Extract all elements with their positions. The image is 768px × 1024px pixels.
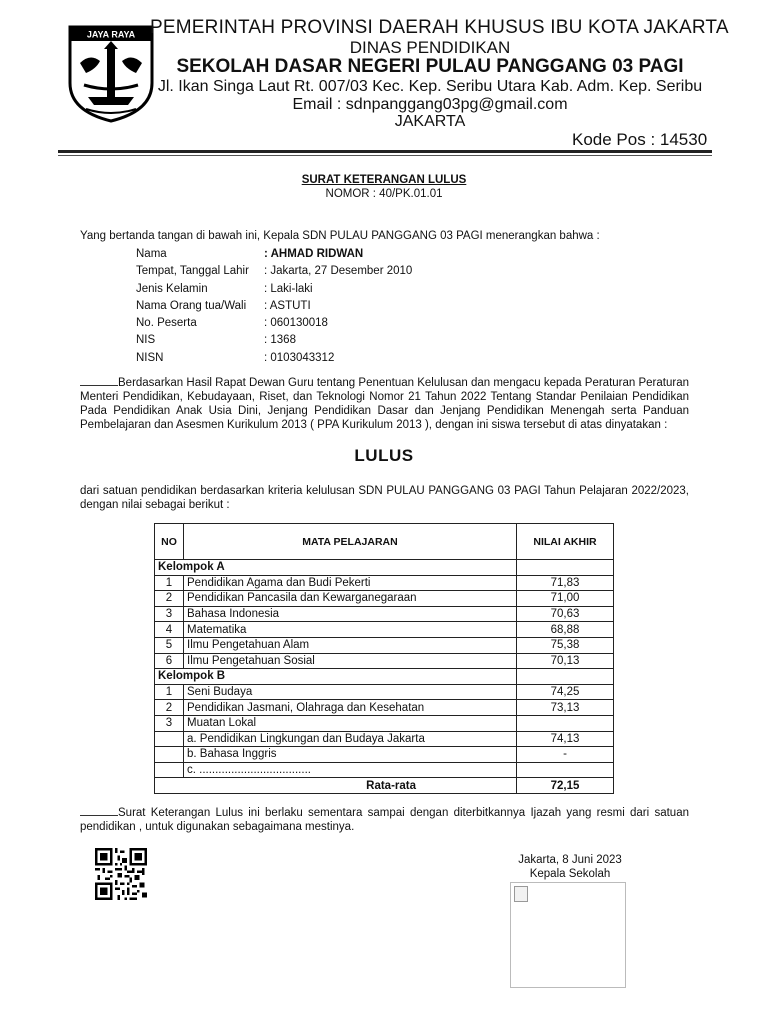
svg-text:JAYA RAYA: JAYA RAYA — [86, 29, 136, 40]
row-subject: Bahasa Indonesia — [184, 606, 517, 622]
indent-line — [80, 806, 118, 816]
group-score-empty — [517, 669, 614, 685]
grades-table — [154, 523, 614, 794]
row-score: 75,38 — [517, 637, 614, 653]
decision-paragraph — [80, 376, 689, 432]
detail-label: Nama — [136, 248, 167, 260]
student-detail-row — [136, 281, 412, 298]
intro-text: Yang bertanda tangan di bawah ini, Kepala SDN PULAU PANGGANG 03 PAGI menerangkan bahwa : — [80, 230, 600, 242]
detail-value: : 060130018 — [264, 317, 328, 330]
detail-value: : Jakarta, 27 Desember 2010 — [264, 265, 413, 278]
row-score: 74,13 — [517, 731, 614, 747]
row-score: - — [517, 747, 614, 763]
table-subrow — [155, 747, 614, 763]
row-score: 71,83 — [517, 575, 614, 591]
row-no: 3 — [155, 715, 184, 731]
header-email: Email : sdnpanggang03pg@gmail.com — [292, 96, 568, 113]
table-row — [155, 591, 614, 607]
detail-label: Nama Orang tua/Wali — [136, 299, 247, 312]
header-divider-thick — [58, 150, 712, 153]
row-score: 70,13 — [517, 653, 614, 669]
detail-value: : AHMAD RIDWAN — [264, 248, 364, 260]
row-score — [517, 715, 614, 731]
decision-text: Berdasarkan Hasil Rapat Dewan Guru tentang Penentuan Kelulusan dan mengacu kepada Peraturan Peraturan Menteri Pendidikan, Kebudayaan, Riset, dan Teknologi Nomor 21 Tahun 2022 Tentang Standar Penilaian Pendidikan Pada Pendidikan Anak Usia Dini, Jenjang Pendidikan Dasar dan Jenjang Pendidikan Menengah serta Panduan Pembelajaran dan Asesmen Kurikulum 2013 ( PPA Kurikulum 2013 ), dengan ini siswa tersebut di atas dinyatakan : — [80, 377, 689, 431]
row-no: 2 — [155, 700, 184, 716]
table-row — [155, 637, 614, 653]
row-score: 71,00 — [517, 591, 614, 607]
detail-label: No. Peserta — [136, 317, 197, 330]
row-subject: a. Pendidikan Lingkungan dan Budaya Jakarta — [184, 731, 517, 747]
table-row — [155, 606, 614, 622]
validity-paragraph — [80, 806, 689, 834]
header-school-name: SEKOLAH DASAR NEGERI PULAU PANGGANG 03 PAGI — [176, 56, 684, 77]
row-no-empty — [155, 731, 184, 747]
row-score: 70,63 — [517, 606, 614, 622]
detail-value: : Laki-laki — [264, 282, 313, 295]
broken-image-icon — [514, 886, 528, 902]
row-score: 73,13 — [517, 700, 614, 716]
row-subject: Seni Budaya — [184, 684, 517, 700]
row-subject: b. Bahasa Inggris — [184, 747, 517, 763]
qr-code — [95, 848, 147, 900]
header-department: DINAS PENDIDIKAN — [349, 38, 511, 57]
detail-label: NISN — [136, 351, 164, 364]
header-divider-thin — [58, 155, 712, 156]
row-score — [517, 762, 614, 778]
row-subject: c. ................................... — [184, 762, 517, 778]
header-no: NO — [155, 524, 184, 560]
row-subject: Pendidikan Agama dan Budi Pekerti — [184, 575, 517, 591]
row-no: 6 — [155, 653, 184, 669]
table-subrow — [155, 731, 614, 747]
group-score-empty — [517, 560, 614, 576]
student-detail-row — [136, 246, 412, 263]
group-label: Kelompok B — [155, 669, 517, 685]
detail-label: Tempat, Tanggal Lahir — [136, 265, 249, 278]
average-label: Rata-rata — [155, 778, 517, 794]
row-subject: Ilmu Pengetahuan Sosial — [184, 653, 517, 669]
letter-title: SURAT KETERANGAN LULUS — [301, 174, 467, 186]
table-row — [155, 700, 614, 716]
detail-label: Jenis Kelamin — [136, 282, 208, 295]
row-no: 1 — [155, 575, 184, 591]
header-subject: MATA PELAJARAN — [184, 524, 517, 560]
header-address: Jl. Ikan Singa Laut Rt. 007/03 Kec. Kep. Seribu Utara Kab. Adm. Kep. Seribu — [157, 78, 703, 95]
row-subject: Pendidikan Pancasila dan Kewarganegaraan — [184, 591, 517, 607]
student-details — [136, 246, 412, 367]
detail-label: NIS — [136, 334, 156, 347]
signature-image-placeholder — [510, 882, 626, 988]
group-row — [155, 669, 614, 685]
detail-value: : 1368 — [264, 334, 296, 347]
row-subject: Matematika — [184, 622, 517, 638]
row-no: 1 — [155, 684, 184, 700]
detail-value: : 0103043312 — [264, 351, 335, 364]
row-no: 2 — [155, 591, 184, 607]
row-score: 74,25 — [517, 684, 614, 700]
average-value: 72,15 — [517, 778, 614, 794]
header-government: PEMERINTAH PROVINSI DAERAH KHUSUS IBU KOTA JAKARTA — [150, 17, 729, 38]
graduation-status: LULUS — [354, 446, 414, 465]
row-score: 68,88 — [517, 622, 614, 638]
row-no-empty — [155, 747, 184, 763]
detail-value: : ASTUTI — [264, 299, 311, 312]
validity-text: Surat Keterangan Lulus ini berlaku sementara sampai dengan diterbitkannya Ijazah yang resmi dari satuan pendidikan , untuk digunakan sebagaimana mestinya. — [80, 807, 689, 833]
letter-number: NOMOR : 40/PK.01.01 — [325, 188, 443, 200]
table-row — [155, 653, 614, 669]
student-detail-row — [136, 350, 412, 367]
row-subject: Pendidikan Jasmani, Olahraga dan Kesehatan — [184, 700, 517, 716]
row-subject: Muatan Lokal — [184, 715, 517, 731]
student-detail-row — [136, 315, 412, 332]
group-label: Kelompok A — [155, 560, 517, 576]
criteria-paragraph: dari satuan pendidikan berdasarkan kriteria kelulusan SDN PULAU PANGGANG 03 PAGI Tahun Pelajaran 2022/2023, dengan nilai sebagai berikut : — [80, 485, 689, 511]
table-row — [155, 715, 614, 731]
header-postal-code: Kode Pos : 14530 — [572, 130, 708, 149]
table-row — [155, 622, 614, 638]
row-subject: Ilmu Pengetahuan Alam — [184, 637, 517, 653]
table-header-row — [155, 524, 614, 560]
table-row — [155, 575, 614, 591]
header-score: NILAI AKHIR — [517, 524, 614, 560]
signature-position: Kepala Sekolah — [529, 868, 611, 880]
student-detail-row — [136, 298, 412, 315]
student-detail-row — [136, 263, 412, 280]
header-city: JAKARTA — [394, 113, 466, 130]
jaya-raya-logo — [66, 23, 156, 123]
row-no: 3 — [155, 606, 184, 622]
signature-place-date: Jakarta, 8 Juni 2023 — [518, 854, 622, 866]
table-subrow — [155, 762, 614, 778]
average-row — [155, 778, 614, 794]
student-detail-row — [136, 332, 412, 349]
indent-line — [80, 376, 118, 386]
table-row — [155, 684, 614, 700]
row-no: 4 — [155, 622, 184, 638]
row-no-empty — [155, 762, 184, 778]
group-row — [155, 560, 614, 576]
row-no: 5 — [155, 637, 184, 653]
